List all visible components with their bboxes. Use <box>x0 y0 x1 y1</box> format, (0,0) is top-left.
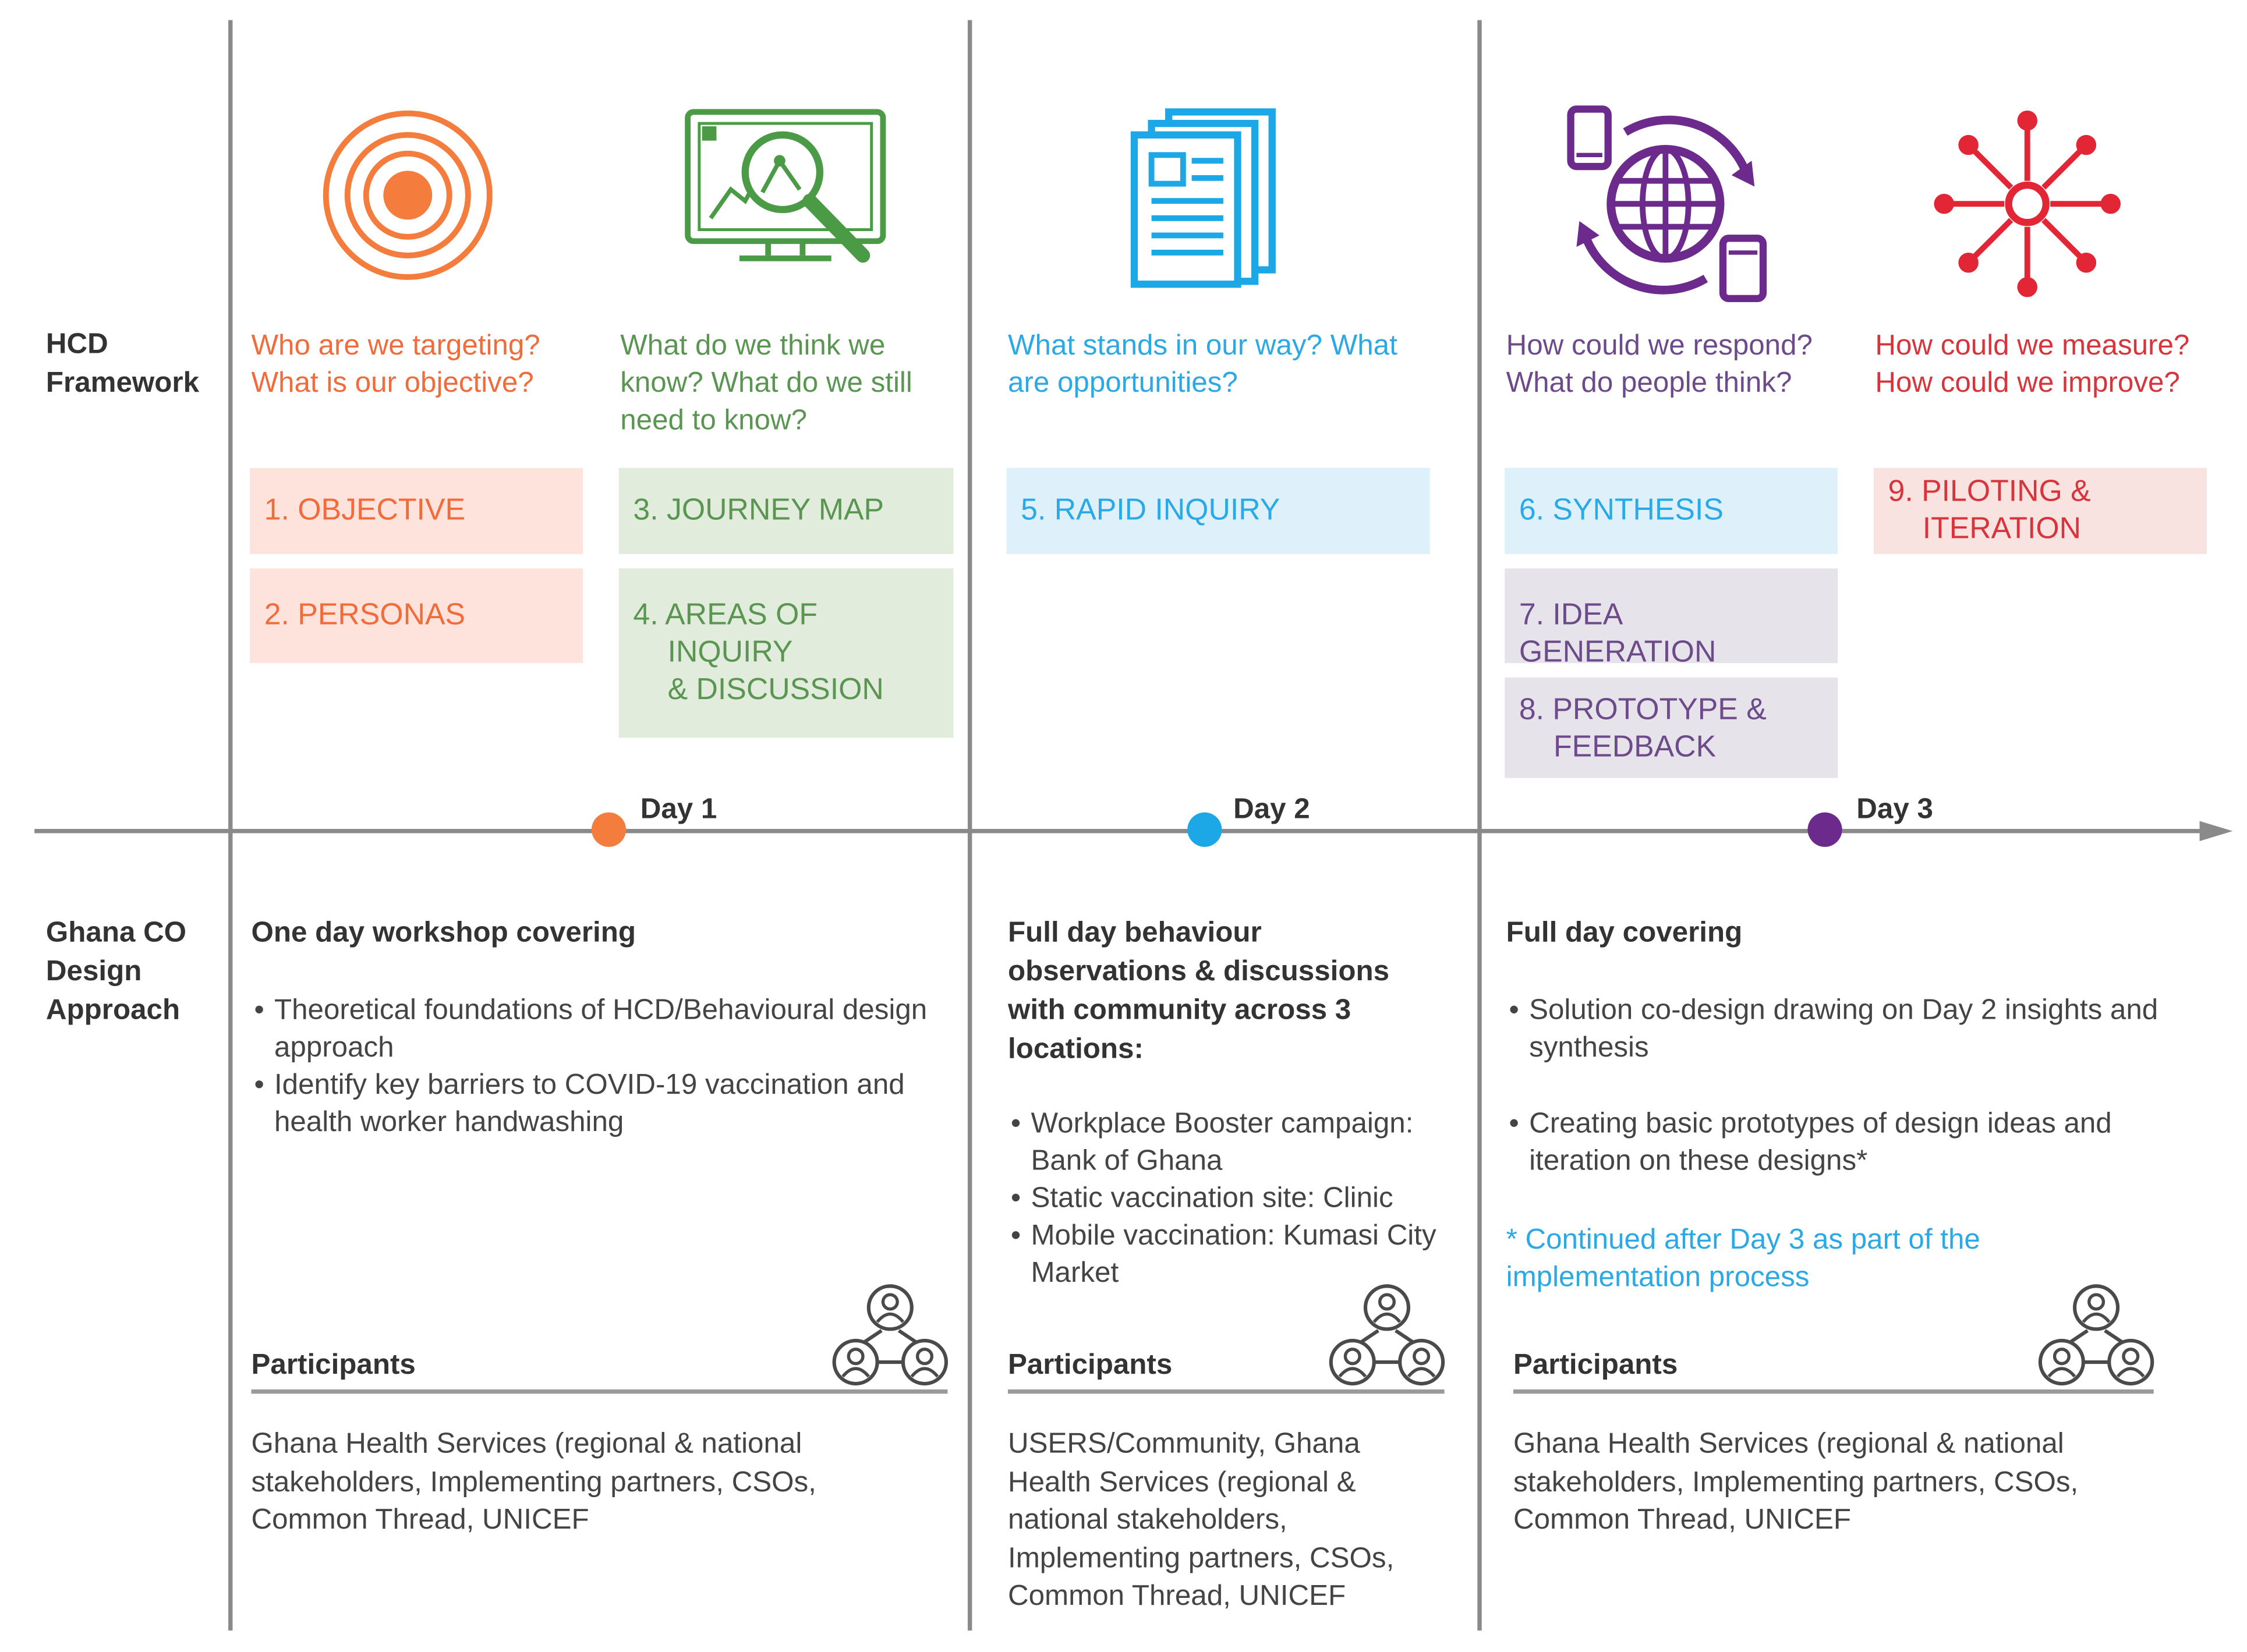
day1-dot <box>592 813 626 847</box>
network-hub-icon <box>1924 101 2131 307</box>
question-knowledge: What do we think we know? What do we still need to know? <box>620 330 912 437</box>
list-item: • Theoretical foundations of HCD/Behavioural design approach <box>252 992 941 1066</box>
day3-note: * Continued after Day 3 as part of the implementation process <box>1506 1224 1980 1293</box>
participants-label-day3: Participants <box>1513 1349 1678 1381</box>
step-areas-of-inquiry: 4. AREAS OF INQUIRY & DISCUSSION <box>619 568 954 738</box>
day1-bullets <box>252 992 941 1141</box>
step-piloting-iteration: 9. PILOTING & ITERATION <box>1874 468 2207 554</box>
participants-divider <box>1513 1389 2154 1394</box>
journey-map-magnifier-icon <box>682 106 891 275</box>
participants-day2: USERS/Community, Ghana Health Services (regional & national stakeholders, Implementing partners, CSOs, Common Thread, UNICEF <box>1007 1428 1395 1612</box>
question-objective: Who are we targeting? What is our objective? <box>251 330 540 399</box>
document-icon <box>1128 106 1283 290</box>
list-item: • Solution co-design drawing on Day 2 insights and synthesis <box>1506 992 2196 1066</box>
step-idea-generation: 7. IDEA GENERATION <box>1505 568 1838 663</box>
list-item: • Identify key barriers to COVID-19 vaccination and health worker handwashing <box>252 1066 941 1141</box>
day1-label: Day 1 <box>640 793 717 825</box>
row-label-approach: Ghana CO Design Approach <box>45 917 187 1027</box>
question-opportunities: What stands in our way? What are opportunities? <box>1007 330 1397 399</box>
participants-divider <box>252 1389 948 1394</box>
step-rapid-inquiry: 5. RAPID INQUIRY <box>1007 468 1430 554</box>
day3-heading: Full day covering <box>1506 917 1743 949</box>
participants-icon <box>830 1282 950 1391</box>
target-icon <box>319 106 497 284</box>
step-journey-map: 3. JOURNEY MAP <box>619 468 954 554</box>
list-item: • Creating basic prototypes of design ideas and iteration on these designs* <box>1506 1105 2196 1180</box>
day2-dot <box>1187 813 1222 847</box>
step-objective: 1. OBJECTIVE <box>250 468 583 554</box>
participants-label-day1: Participants <box>251 1349 416 1381</box>
participants-divider <box>1008 1389 1445 1394</box>
question-measure: How could we measure? How could we improve? <box>1875 330 2190 399</box>
participants-icon <box>2036 1282 2157 1391</box>
participants-icon <box>1326 1282 1447 1391</box>
day2-label: Day 2 <box>1233 793 1310 825</box>
list-item: • Workplace Booster campaign: Bank of Ghana <box>1008 1105 1418 1180</box>
question-respond: How could we respond? What do people think? <box>1506 330 1813 399</box>
participants-day1: Ghana Health Services (regional & national stakeholders, Implementing partners, CSOs, Common Thread, UNICEF <box>251 1428 816 1536</box>
day2-heading: Full day behaviour observations & discussions with community across 3 locations: <box>1007 917 1390 1065</box>
day1-heading: One day workshop covering <box>251 917 636 949</box>
day2-bullets <box>1008 1105 1453 1292</box>
day3-bullets <box>1506 992 2196 1180</box>
step-synthesis: 6. SYNTHESIS <box>1505 468 1838 554</box>
step-prototype-feedback: 8. PROTOTYPE & FEEDBACK <box>1505 678 1838 778</box>
list-item: • Mobile vaccination: Kumasi City Market <box>1008 1217 1448 1292</box>
participants-label-day2: Participants <box>1007 1349 1173 1381</box>
day3-dot <box>1807 813 1842 847</box>
step-personas: 2. PERSONAS <box>250 568 583 663</box>
day3-label: Day 3 <box>1856 793 1933 825</box>
participants-day3: Ghana Health Services (regional & national stakeholders, Implementing partners, CSOs, Common Thread, UNICEF <box>1513 1428 2079 1536</box>
globe-devices-icon <box>1562 104 1772 304</box>
list-item: • Static vaccination site: Clinic <box>1008 1180 1453 1217</box>
row-label-framework: HCD Framework <box>45 328 200 399</box>
